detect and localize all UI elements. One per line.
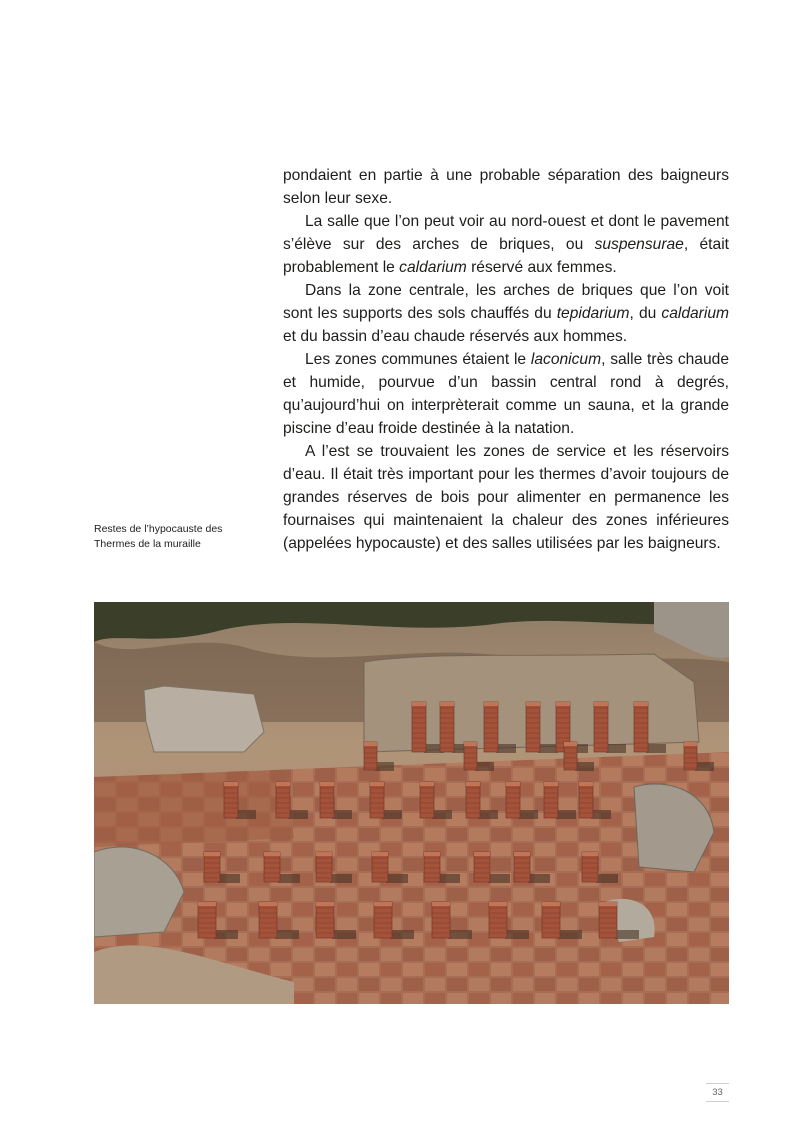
pillar-shadow <box>448 930 472 939</box>
brick-pillar <box>224 782 238 818</box>
pillar-top <box>440 702 454 706</box>
pillar-shadow <box>695 762 714 771</box>
pillar-top <box>320 782 334 786</box>
pillar-top <box>424 852 440 856</box>
hypocaust-photo <box>94 602 729 1004</box>
pillar-top <box>634 702 648 706</box>
stone-wall-left <box>144 686 264 752</box>
pillar-shadow <box>288 810 308 819</box>
brick-pillar <box>320 782 334 818</box>
pillar-top <box>599 902 617 906</box>
pillar-top <box>372 852 388 856</box>
pillar-top <box>259 902 277 906</box>
pillar-top <box>542 902 560 906</box>
pillar-top <box>526 702 540 706</box>
pillar-shadow <box>278 874 300 883</box>
pillar-shadow <box>606 744 626 753</box>
brick-pillar <box>579 782 593 818</box>
raised-floor-left <box>94 770 294 847</box>
brick-pillar <box>198 902 216 938</box>
pillar-top <box>374 902 392 906</box>
pillar-shadow <box>575 762 594 771</box>
brick-pillar <box>474 852 490 882</box>
pillar-shadow <box>330 874 352 883</box>
pillar-top <box>316 852 332 856</box>
pillar-top <box>466 782 480 786</box>
pillar-shadow <box>218 874 240 883</box>
brick-pillar <box>364 742 377 770</box>
pillar-top <box>276 782 290 786</box>
brick-pillar <box>582 852 598 882</box>
brick-pillar <box>372 852 388 882</box>
pillar-shadow <box>438 874 460 883</box>
pillar-shadow <box>596 874 618 883</box>
brick-pillar <box>204 852 220 882</box>
pillar-top <box>484 702 498 706</box>
photo-caption <box>94 522 244 551</box>
pillar-shadow <box>615 930 639 939</box>
brick-pillar <box>634 702 648 752</box>
pillar-shadow <box>518 810 538 819</box>
pillar-top <box>544 782 558 786</box>
paragraph-5: A l’est se trouvaient les zones de service et les réservoirs d’eau. Il était très important pour les thermes d’avoir toujours de grandes réserves de bois pour alimenter en permanence les fournaises qui maintenaient la chaleur des zones inférieures (appelées hypocauste) et des salles utilisées par les baigneurs. <box>283 443 729 552</box>
brick-pillar <box>412 702 426 752</box>
pillar-shadow <box>646 744 666 753</box>
pillar-shadow <box>390 930 414 939</box>
brick-pillar <box>594 702 608 752</box>
pillar-shadow <box>478 810 498 819</box>
brick-pillar <box>684 742 697 770</box>
paragraph-3: Dans la zone centrale, les arches de briques que l’on voit sont les supports des sols chauffés du tepidarium, du caldarium et du bassin d’eau chaude réservés aux hommes. <box>283 282 729 345</box>
pillar-shadow <box>375 762 394 771</box>
pillar-shadow <box>332 930 356 939</box>
brick-pillar <box>264 852 280 882</box>
pillar-shadow <box>528 874 550 883</box>
brick-pillar <box>489 902 507 938</box>
brick-pillar <box>466 782 480 818</box>
paragraph-4: Les zones communes étaient le laconicum, salle très chaude et humide, pourvue d’un bassin central rond à degrés, qu’aujourd’hui on interprèterait comme un sauna, et la grande piscine d’eau froide destinée à la natation. <box>283 351 729 437</box>
pillar-shadow <box>505 930 529 939</box>
brick-pillar <box>374 902 392 938</box>
pillar-shadow <box>332 810 352 819</box>
hypocaust-illustration <box>94 602 729 1004</box>
brick-pillar <box>276 782 290 818</box>
pillar-top <box>684 742 697 746</box>
pillar-top <box>370 782 384 786</box>
brick-pillar <box>420 782 434 818</box>
brick-pillar <box>526 702 540 752</box>
pillar-top <box>316 902 334 906</box>
pillar-top <box>489 902 507 906</box>
brick-pillar <box>316 902 334 938</box>
brick-pillar <box>424 852 440 882</box>
pillar-top <box>582 852 598 856</box>
pillar-top <box>514 852 530 856</box>
pillar-shadow <box>488 874 510 883</box>
caption-line-2: Thermes de la muraille <box>94 537 201 550</box>
pillar-shadow <box>382 810 402 819</box>
brick-pillar <box>484 702 498 752</box>
pillar-top <box>364 742 377 746</box>
pillar-shadow <box>558 930 582 939</box>
pillar-top <box>564 742 577 746</box>
pillar-shadow <box>538 744 558 753</box>
caption-line-1: Restes de l’hypocauste des <box>94 523 223 535</box>
pillar-shadow <box>496 744 516 753</box>
pillar-top <box>198 902 216 906</box>
paragraph-2: La salle que l’on peut voir au nord-ouest et dont le pavement s’élève sur des arches de briques, ou suspensurae, était probablement le caldarium réservé aux femmes. <box>283 213 729 276</box>
brick-pillar <box>370 782 384 818</box>
pillar-top <box>556 702 570 706</box>
pillar-shadow <box>556 810 576 819</box>
pillar-shadow <box>236 810 256 819</box>
pillar-top <box>464 742 477 746</box>
pillar-top <box>579 782 593 786</box>
page-number: 33 <box>706 1083 729 1102</box>
brick-pillar <box>506 782 520 818</box>
brick-pillar <box>432 902 450 938</box>
brick-pillar <box>544 782 558 818</box>
brick-pillar <box>564 742 577 770</box>
pillar-top <box>432 902 450 906</box>
brick-pillar <box>316 852 332 882</box>
paragraph-1: pondaient en partie à une probable séparation des baigneurs selon leur sexe. <box>283 167 729 207</box>
pillar-top <box>264 852 280 856</box>
body-text <box>283 164 729 555</box>
pillar-shadow <box>432 810 452 819</box>
brick-pillar <box>514 852 530 882</box>
pillar-top <box>224 782 238 786</box>
pillar-top <box>204 852 220 856</box>
brick-pillar <box>599 902 617 938</box>
pillar-top <box>506 782 520 786</box>
brick-pillar <box>542 902 560 938</box>
pillar-top <box>420 782 434 786</box>
pillar-top <box>594 702 608 706</box>
brick-pillar <box>440 702 454 752</box>
pillar-shadow <box>214 930 238 939</box>
pillar-shadow <box>386 874 408 883</box>
brick-pillar <box>259 902 277 938</box>
pillar-top <box>412 702 426 706</box>
pillar-shadow <box>475 762 494 771</box>
brick-pillar <box>464 742 477 770</box>
pillar-shadow <box>591 810 611 819</box>
pillar-shadow <box>275 930 299 939</box>
pillar-top <box>474 852 490 856</box>
